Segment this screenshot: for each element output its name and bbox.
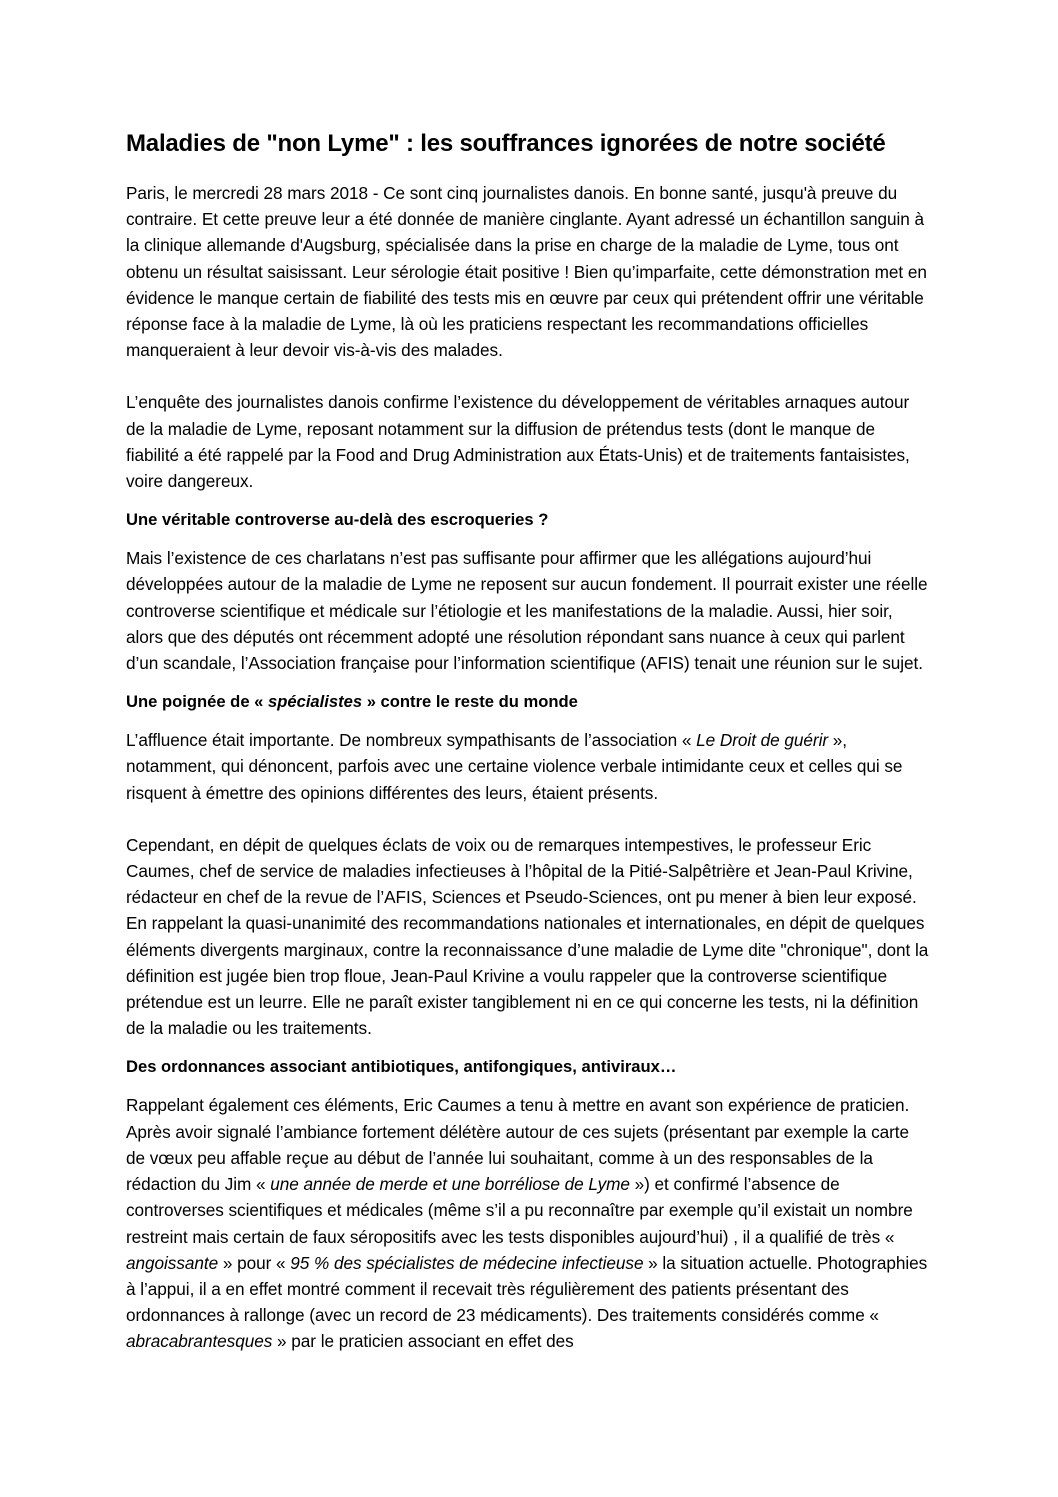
heading-text: Une poignée de « [126, 692, 268, 712]
spacer [126, 806, 932, 832]
text-run: » par le praticien associant en effet des [272, 1331, 574, 1352]
emphasis-run: angoissante [126, 1252, 219, 1273]
spacer [126, 363, 932, 389]
section-heading-controversy: Une véritable controverse au-delà des escroqueries ? [126, 510, 549, 530]
paragraph-affluence [126, 727, 932, 806]
text-run: » la situation actuelle. Photographies à l’appui, il a en effet montré comment il recevait très régulièrement des patients présentant des ordonnances à rallonge (avec un record de 23 médicaments). Des traitements considérés comme « [126, 1252, 928, 1326]
text-run: ») et confirmé l’absence de controverses scientifiques et médicales (même s’il a pu reconnaître par exemple qu’il existait un nombre restreint mais certain de faux séropositifs avec les tests disponibles aujourd’hui) , il a qualifié de très « [126, 1174, 913, 1247]
text-run: Rappelant également ces éléments, Eric Caumes a tenu à mettre en avant son expérience de praticien. Après avoir signalé l’ambiance fortement délétère autour de ces sujets (présentant par exemple la carte de vœux peu affable reçue au début de l’année lui souhaitant, comme à un des responsables de la rédaction du Jim « [126, 1095, 910, 1195]
paragraph-investigation: L’enquête des journalistes danois confirme l’existence du développement de véritables arnaques autour de la maladie de Lyme, reposant notamment sur la diffusion de prétendus tests (dont le manque de fiabilité a été rappelé par la Food and Drug Administration aux États-Unis) et de traitements fantaisistes, voire dangereux. [126, 392, 910, 492]
article-title: Maladies de "non Lyme" : les souffrances ignorées de notre société [126, 130, 886, 157]
section-heading-prescriptions: Des ordonnances associant antibiotiques, antifongiques, antiviraux… [126, 1057, 677, 1077]
emphasis-run: abracabrantesques [126, 1331, 273, 1352]
paragraph-charlatans: Mais l’existence de ces charlatans n’est pas suffisante pour affirmer que les allégations aujourd’hui développées autour de la maladie de Lyme ne reposent sur aucun fondement. Il pourrait exister une réelle controverse scientifique et médicale sur l’étiologie et les manifestations de la maladie. Aussi, hier soir, alors que des députés ont récemment adopté une résolution répondant sans nuance à ceux qui parlent d’un scandale, l’Association française pour l’information scientifique (AFIS) tenait une réunion sur le sujet. [126, 548, 928, 674]
text-run: » pour « [218, 1252, 291, 1273]
paragraph-caumes [126, 1092, 932, 1354]
text-run: L’affluence était importante. De nombreux sympathisants de l’association « [126, 730, 697, 751]
emphasis-run: une année de merde et une borréliose de Lyme [270, 1174, 630, 1195]
paragraph-presentation: Cependant, en dépit de quelques éclats de voix ou de remarques intempestives, le professeur Eric Caumes, chef de service de maladies infectieuses à l’hôpital de la Pitié-Salpêtrière et Jean-Paul Krivine, rédacteur en chef de la revue de l’AFIS, Sciences et Pseudo-Sciences, ont pu mener à bien leur exposé. En rappelant la quasi-unanimité des recommandations nationales et internationales, en dépit de quelques éléments divergents marginaux, contre la reconnaissance d’une maladie de Lyme dite "chronique", dont la définition est jugée bien trop floue, Jean-Paul Krivine a voulu rappeler que la controverse scientifique prétendue est un leurre. Elle ne paraît exister tangiblement ni en ce qui concerne les tests, ni la définition de la maladie ou les traitements. [126, 834, 929, 1039]
emphasis-run: 95 % des spécialistes de médecine infectieuse [290, 1252, 644, 1273]
section-heading-specialists [126, 690, 932, 714]
heading-emphasis: spécialistes [268, 692, 363, 712]
emphasis-run: Le Droit de guérir [696, 730, 829, 751]
paragraph-intro: Paris, le mercredi 28 mars 2018 - Ce sont cinq journalistes danois. En bonne santé, jusqu'à preuve du contraire. Et cette preuve leur a été donnée de manière cinglante. Ayant adressé un échantillon sanguin à la clinique allemande d'Augsburg, spécialisée dans la prise en charge de la maladie de Lyme, tous ont obtenu un résultat saisissant. Leur sérologie était positive ! Bien qu’imparfaite, cette démonstration met en évidence le manque certain de fiabilité des tests mis en œuvre par ceux qui prétendent offrir une véritable réponse face à la maladie de Lyme, là où les praticiens respectant les recommandations officielles manqueraient à leur devoir vis-à-vis des malades. [126, 183, 927, 361]
text-run: », notamment, qui dénoncent, parfois avec une certaine violence verbale intimidante ceux et celles qui se risquent à émettre des opinions différentes des leurs, étaient présents. [126, 730, 903, 803]
heading-text: » contre le reste du monde [362, 692, 578, 712]
